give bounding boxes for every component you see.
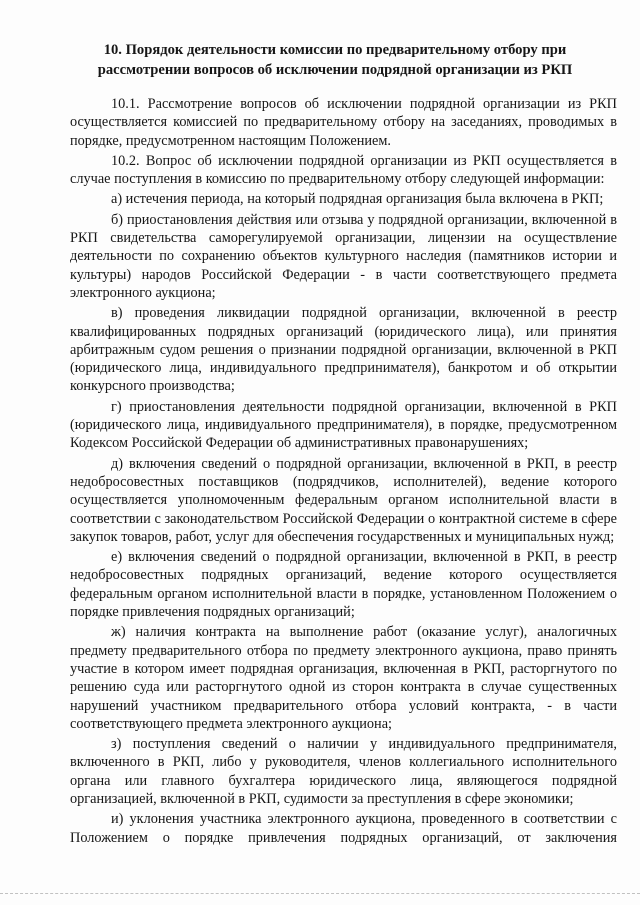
list-item-zh: ж) наличия контракта на выполнение работ (оказание услуг), аналогичных предмету предварительного отбора по предмету электронного аукциона, право принять участие в котором имеет подрядная организация, включенная в РКП, расторгнутого по решению суда или расторгнутого одной из сторон контракта в случае существенных нарушений участником предварительного отбора условий контракта, - в части соответствующего предмета электронного аукциона; [70,624,617,732]
paragraph-10-1: 10.1. Рассмотрение вопросов об исключении подрядной организации из РКП осуществляется комиссией по предварительному отбору на заседаниях, проводимых в порядке, предусмотренном настоящим Положением. [70,96,617,149]
section-heading-line-1: 10. Порядок деятельности комиссии по предварительному отбору при [103,42,567,58]
section-heading-line-2: рассмотрении вопросов об исключении подрядной организации из РКП [97,62,573,78]
list-item-i: и) уклонения участника электронного аукциона, проведенного в соответствии с Положением о порядке привлечения подрядных организаций, от заключения [70,811,617,846]
list-item-e: е) включения сведений о подрядной организации, включенной в РКП, в реестр недобросовестных подрядных организаций, ведение которого осуществляется федеральным органом исполнительной власти в порядке, установленном Положением о порядке привлечения подрядных организаций; [70,549,617,621]
list-item-g: г) приостановления деятельности подрядной организации, включенной в РКП (юридического лица, индивидуального предпринимателя), в порядке, предусмотренном Кодексом Российской Федерации об административных правонарушениях; [70,398,617,452]
list-item-a: а) истечения периода, на который подрядная организация была включена в РКП; [111,191,604,208]
paragraph-10-2: 10.2. Вопрос об исключении подрядной организации из РКП осуществляется в случае поступления в комиссию по предварительному отбору следующей информации: [70,152,617,188]
list-item-v: в) проведения ликвидации подрядной организации, включенной в реестр квалифицированных подрядных организаций (юридического лица), или принятия арбитражным судом решения о признании подрядной организации, включенной в РКП (юридического лица, индивидуального предпринимателя), банкротом и об открытии конкурсного производства; [70,305,617,395]
list-item-z: з) поступления сведений о наличии у индивидуального предпринимателя, включенного в РКП, либо у руководителя, членов коллегиального исполнительного органа или главного бухгалтера юридического лица, являющегося подрядной организацией, включенной в РКП, судимости за преступления в сфере экономики; [70,736,617,807]
scan-edge-line [0,893,640,894]
section-heading [70,40,600,80]
list-item-d: д) включения сведений о подрядной организации, включенной в РКП, в реестр недобросовестных поставщиков (подрядчиков, исполнителей), ведение которого осуществляется уполномоченным федеральным органом исполнительной власти в соответствии с законодательством Российской Федерации о контрактной системе в сфере закупок товаров, работ, услуг для обеспечения государственных и муниципальных нужд; [70,455,617,545]
document-body [70,95,617,849]
list-item-b: б) приостановления действия или отзыва у подрядной организации, включенной в РКП свидетельства саморегулируемой организации, лицензии на осуществление деятельности по сохранению объектов культурного наследия (памятников истории и культуры) народов Российской Федерации - в части соответствующего предмета электронного аукциона; [70,211,617,301]
